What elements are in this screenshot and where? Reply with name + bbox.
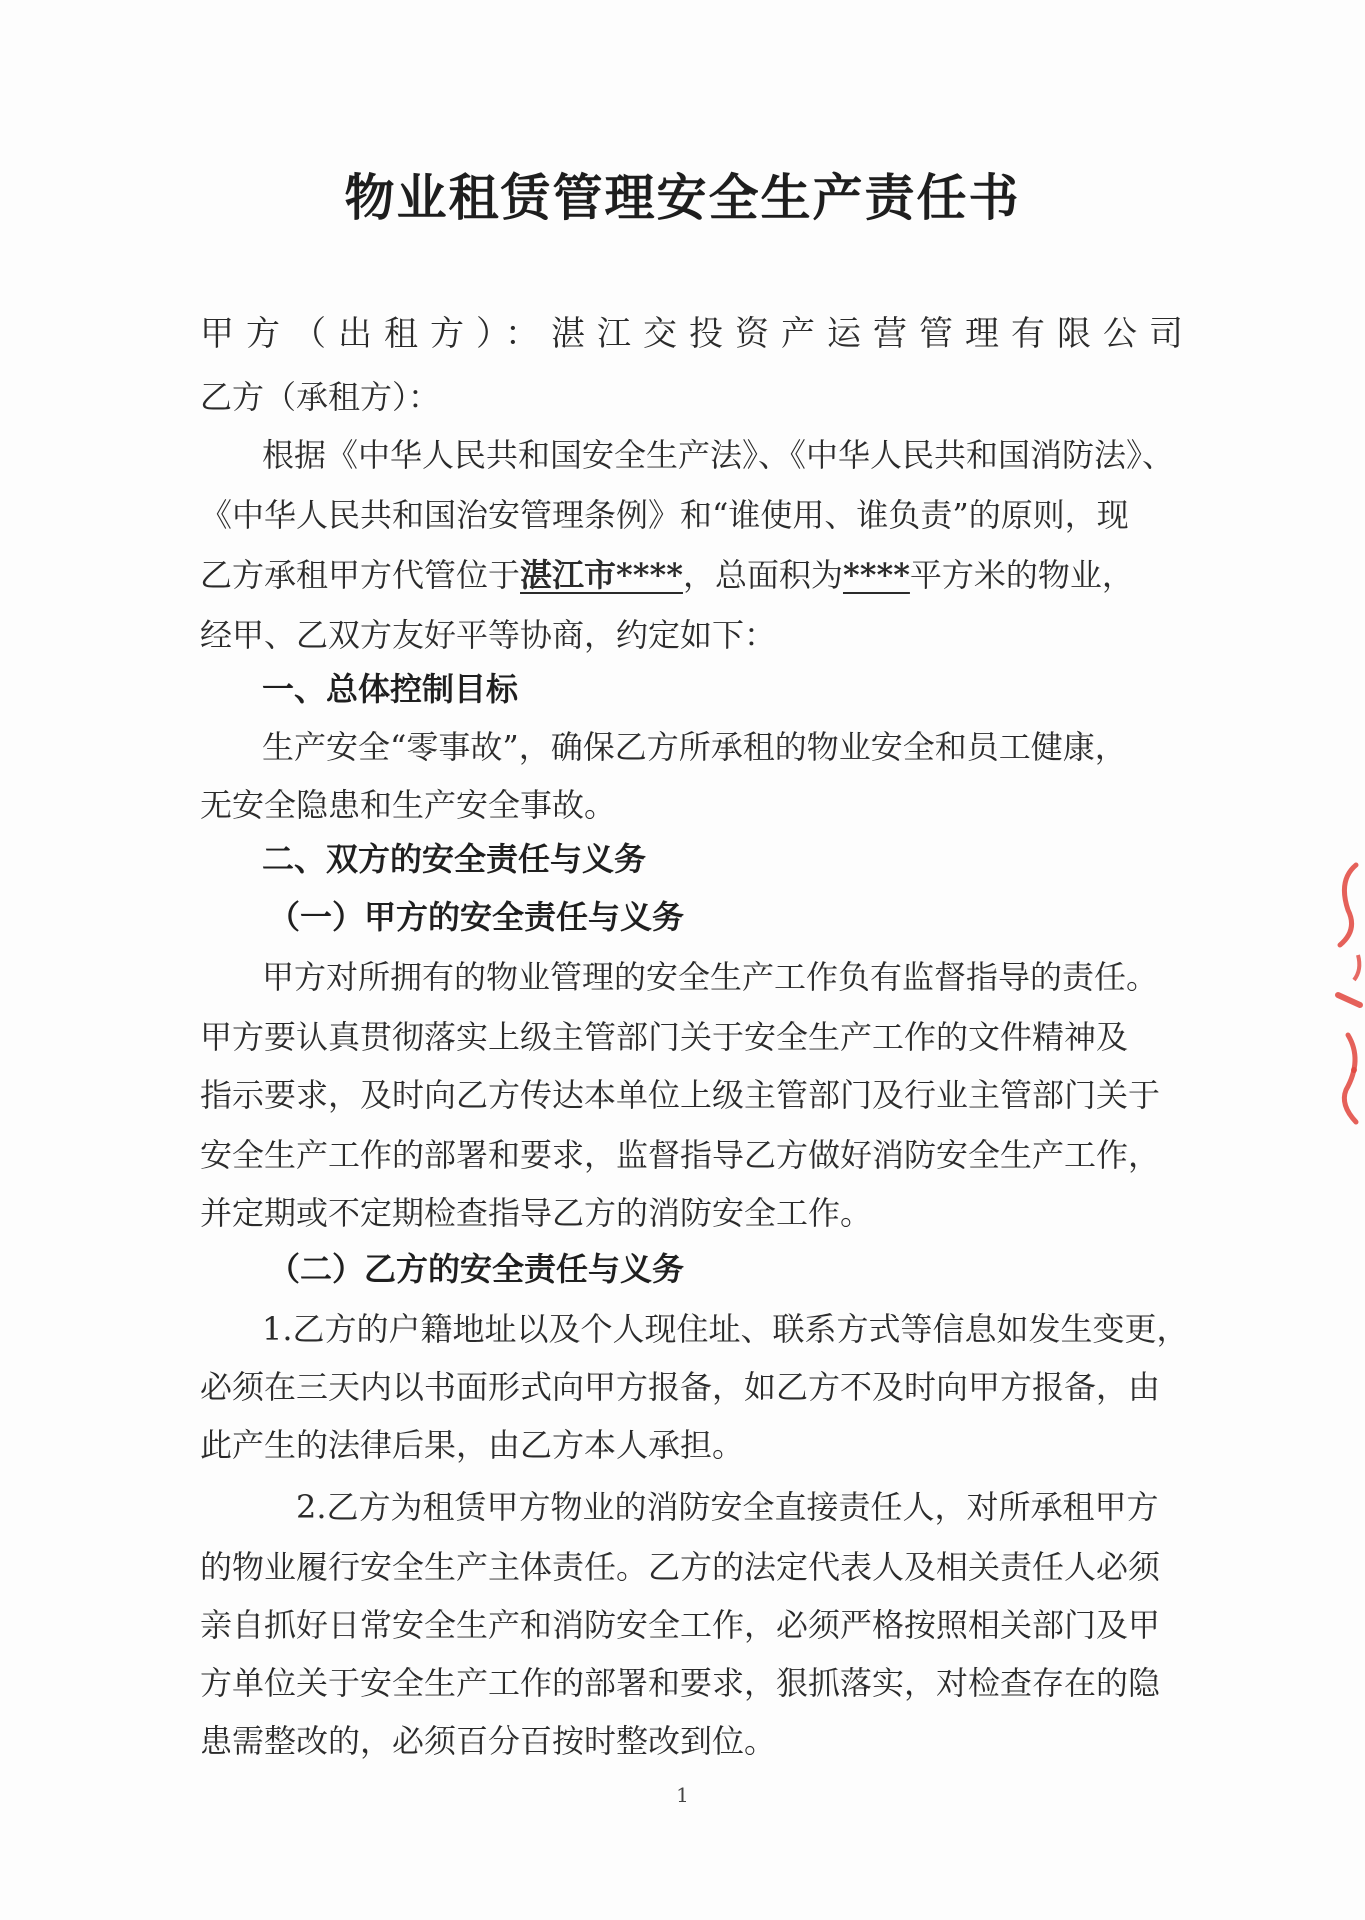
sub-1-line-3: 指示要求，及时向乙方传达本单位上级主管部门及行业主管部门关于 — [200, 1076, 1161, 1114]
intro-line-3-part-b: ，总面积为 — [682, 556, 843, 594]
item-1-line-1: 1.乙方的户籍地址以及个人现住址、联系方式等信息如发生变更， — [262, 1310, 1189, 1348]
property-area: **** — [842, 556, 910, 594]
party-a-line: 甲方（出租方）：湛江交投资产运营管理有限公司 — [200, 314, 1195, 354]
section-2-sub-2-heading: （二）乙方的安全责任与义务 — [268, 1250, 685, 1288]
section-2-heading: 二、双方的安全责任与义务 — [262, 840, 647, 878]
item-2-line-3: 亲自抓好日常安全生产和消防安全工作，必须严格按照相关部门及甲 — [200, 1606, 1161, 1644]
document-title: 物业租赁管理安全生产责任书 — [344, 168, 1021, 227]
item-2-line-4: 方单位关于安全生产工作的部署和要求，狠抓落实，对检查存在的隐 — [200, 1664, 1161, 1702]
intro-line-3-part-a: 乙方承租甲方代管位于 — [200, 556, 521, 594]
intro-line-3 — [200, 550, 1134, 596]
property-location: 湛江市**** — [520, 556, 683, 594]
section-2-sub-1-heading: （一）甲方的安全责任与义务 — [268, 898, 685, 936]
section-1-line-2: 无安全隐患和生产安全事故。 — [200, 786, 617, 824]
item-2-line-5: 患需整改的，必须百分百按时整改到位。 — [200, 1722, 777, 1760]
section-1-heading: 一、总体控制目标 — [262, 670, 519, 708]
sub-1-line-4: 安全生产工作的部署和要求，监督指导乙方做好消防安全生产工作， — [200, 1136, 1161, 1174]
intro-line-1: 根据《中华人民共和国安全生产法》、《中华人民共和国消防法》、 — [262, 436, 1175, 474]
intro-line-2: 《中华人民共和国治安管理条例》和“谁使用、谁负责”的原则，现 — [200, 496, 1129, 534]
seal-stamp-fragment — [1318, 860, 1365, 1130]
intro-line-4: 经甲、乙双方友好平等协商，约定如下： — [200, 616, 777, 654]
sub-1-line-1: 甲方对所拥有的物业管理的安全生产工作负有监督指导的责任。 — [262, 958, 1159, 996]
item-1-line-3: 此产生的法律后果，由乙方本人承担。 — [200, 1426, 745, 1464]
item-2-line-1: 2.乙方为租赁甲方物业的消防安全直接责任人，对所承租甲方 — [296, 1488, 1159, 1526]
page-number: 1 — [676, 1783, 689, 1807]
party-b-line: 乙方（承租方）： — [200, 378, 441, 416]
intro-line-3-part-c: 平方米的物业， — [909, 556, 1134, 594]
item-1-line-2: 必须在三天内以书面形式向甲方报备，如乙方不及时向甲方报备，由 — [200, 1368, 1161, 1406]
sub-1-line-5: 并定期或不定期检查指导乙方的消防安全工作。 — [200, 1194, 873, 1232]
section-1-line-1: 生产安全“零事故”，确保乙方所承租的物业安全和员工健康， — [262, 728, 1127, 766]
item-2-line-2: 的物业履行安全生产主体责任。乙方的法定代表人及相关责任人必须 — [200, 1548, 1161, 1586]
sub-1-line-2: 甲方要认真贯彻落实上级主管部门关于安全生产工作的文件精神及 — [200, 1018, 1129, 1056]
